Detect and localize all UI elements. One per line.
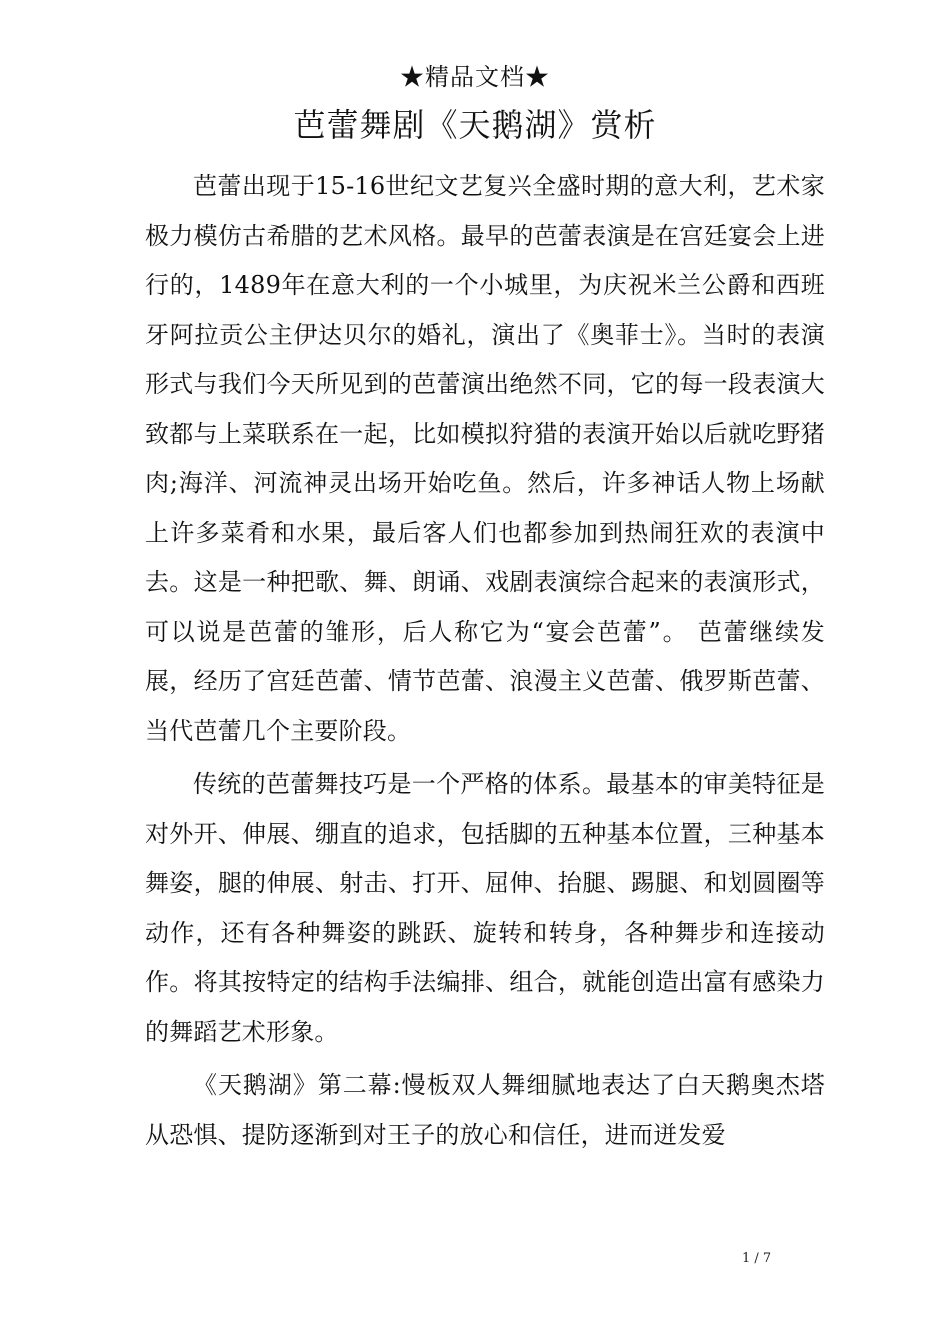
paragraph: 芭蕾出现于15-16世纪文艺复兴全盛时期的意大利，艺术家极力模仿古希腊的艺术风格。最早的芭蕾表演是在宫廷宴会上进行的，1489年在意大利的一个小城里，为庆祝米兰公爵和西班牙阿拉贡公主伊达贝尔的婚礼，演出了《奥菲士》。当时的表演形式与我们今天所见到的芭蕾演出绝然不同，它的每一段表演大致都与上菜联系在一起，比如模拟狩猎的表演开始以后就吃野猪肉;海洋、河流神灵出场开始吃鱼。然后，许多神话人物上场献上许多菜肴和水果，最后客人们也都参加到热闹狂欢的表演中去。这是一种把歌、舞、朗诵、戏剧表演综合起来的表演形式，可以说是芭蕾的雏形，后人称它为“宴会芭蕾”。 芭蕾继续发展，经历了宫廷芭蕾、情节芭蕾、浪漫主义芭蕾、俄罗斯芭蕾、当代芭蕾几个主要阶段。 (145, 172, 825, 745)
document-title: 芭蕾舞剧《天鹅湖》赏析 (293, 106, 657, 144)
paragraph: 《天鹅湖》第二幕:慢板双人舞细腻地表达了白天鹅奥杰塔从恐惧、提防逐渐到对王子的放心和信任，进而迸发爱 (145, 1071, 825, 1149)
page-indicator: 1 / 7 (742, 1251, 772, 1266)
document-header-label: ★精品文档★ (400, 63, 550, 91)
document-body (145, 162, 825, 1160)
paragraph: 传统的芭蕾舞技巧是一个严格的体系。最基本的审美特征是对外开、伸展、绷直的追求，包括脚的五种基本位置，三种基本舞姿，腿的伸展、射击、打开、屈伸、抬腿、踢腿、和划圆圈等动作，还有各种舞姿的跳跃、旋转和转身，各种舞步和连接动作。将其按特定的结构手法编排、组合，就能创造出富有感染力的舞蹈艺术形象。 (145, 770, 825, 1046)
